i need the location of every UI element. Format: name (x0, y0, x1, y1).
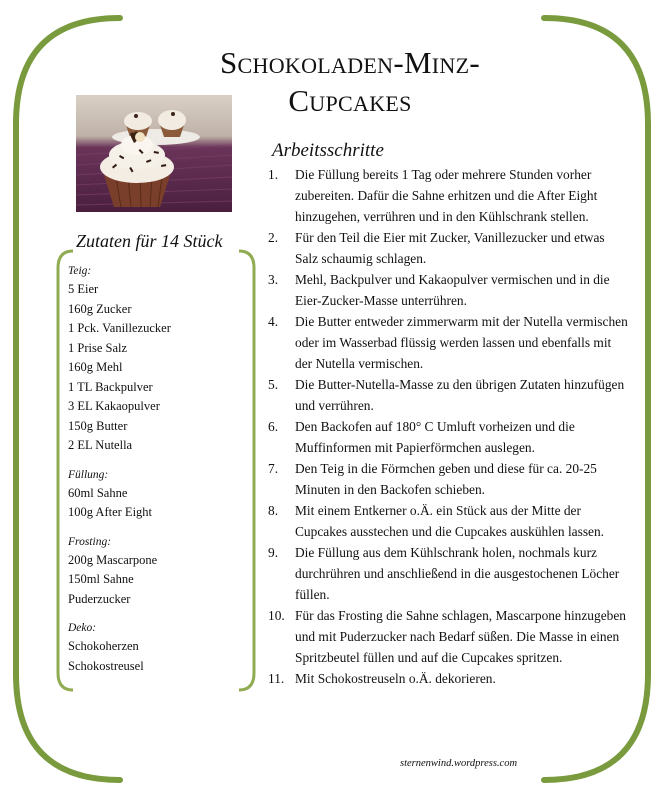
ingredient-group (68, 263, 233, 456)
ingredient-item: 160g Zucker (68, 301, 132, 316)
ingredient-item: 60ml Sahne (68, 485, 128, 500)
step-number: 5. (268, 377, 279, 392)
ingredient-group (68, 620, 233, 676)
step-number: 1. (268, 167, 279, 182)
step-text: Den Teig in die Förmchen geben und diese für ca. 20-25 Minuten in den Backofen schieben. (295, 461, 597, 497)
step-item (268, 416, 628, 458)
ingredient-item: 2 EL Nutella (68, 438, 133, 452)
step-text: Für das Frosting die Sahne schlagen, Mascarpone hinzugeben und mit Puderzucker nach Bedarf süßen. Die Masse in einen Spritzbeutel füllen und auf die Cupcakes spritzen. (295, 608, 626, 665)
ingredient-group-label: Teig: (68, 265, 92, 277)
ingredient-item: 1 Pck. Vanillezucker (68, 321, 171, 335)
step-item (268, 311, 628, 374)
step-text: Die Füllung aus dem Kühlschrank holen, nochmals kurz durchrühren und anschließend in die ausgestochenen Löcher füllen. (295, 545, 620, 602)
step-number: 6. (268, 419, 279, 434)
step-item (268, 164, 628, 227)
step-item (268, 500, 628, 542)
steps-list (268, 164, 628, 689)
step-text: Die Butter entweder zimmerwarm mit der Nutella vermischen oder im Wasserbad flüssig werden lassen und ebenfalls mit der Nutella vermischen. (295, 314, 628, 371)
ingredient-item: 3 EL Kakaopulver (68, 399, 160, 413)
ingredient-item: 100g After Eight (68, 505, 153, 519)
step-item (268, 668, 628, 689)
step-text: Den Backofen auf 180° C Umluft vorheizen und die Muffinformen mit Papierförmchen auslegen. (295, 419, 575, 455)
step-number: 3. (268, 272, 279, 287)
step-item (268, 542, 628, 605)
step-item (268, 227, 628, 269)
title-line-2: Cupcakes (288, 83, 412, 118)
step-number: 11. (268, 671, 285, 686)
step-text: Die Füllung bereits 1 Tag oder mehrere Stunden vorher zubereiten. Dafür die Sahne erhitzen und die After Eight hinzugehen, verrühren und in den Kühlschrank stellen. (295, 167, 598, 224)
ingredient-item: Schokostreusel (68, 658, 144, 673)
ingredient-group (68, 467, 233, 523)
ingredient-item: Puderzucker (68, 591, 131, 606)
step-item (268, 605, 628, 668)
step-number: 4. (268, 314, 279, 329)
ingredient-group (68, 534, 233, 610)
steps-title: Arbeitsschritte (272, 140, 384, 161)
step-number: 10. (268, 608, 285, 623)
cupcake-photo (76, 95, 232, 212)
ingredients-bracket-right (237, 248, 257, 693)
footer-site: sternenwind.wordpress.com (400, 758, 518, 769)
step-text: Mit Schokostreuseln o.Ä. dekorieren. (295, 671, 496, 686)
ingredient-item: 150ml Sahne (68, 572, 134, 586)
step-text: Die Butter-Nutella-Masse zu den übrigen Zutaten hinzufügen und verrühren. (295, 377, 625, 413)
step-number: 8. (268, 503, 279, 518)
ingredient-group-label: Füllung: (68, 468, 109, 481)
ingredient-item: 160g Mehl (68, 360, 123, 374)
ingredients-title: Zutaten für 14 Stück (76, 231, 223, 251)
step-text: Mit einem Entkerner o.Ä. ein Stück aus der Mitte der Cupcakes ausstechen und die Cupcakes auskühlen lassen. (295, 503, 605, 539)
step-number: 7. (268, 461, 279, 476)
ingredient-item: 1 Prise Salz (68, 340, 128, 355)
step-item (268, 269, 628, 311)
step-number: 2. (268, 230, 279, 245)
step-text: Für den Teil die Eier mit Zucker, Vanillezucker und etwas Salz schaumig schlagen. (295, 230, 605, 266)
step-text: Mehl, Backpulver und Kakaopulver vermischen und in die Eier-Zucker-Masse unterrühren. (295, 272, 610, 308)
ingredient-item: Schokoherzen (68, 639, 139, 653)
ingredient-group-label: Frosting: (68, 535, 112, 548)
step-item (268, 374, 628, 416)
step-number: 9. (268, 545, 279, 560)
ingredients-list (68, 263, 233, 687)
ingredient-item: 200g Mascarpone (68, 552, 158, 567)
ingredient-item: 5 Eier (68, 282, 99, 296)
ingredient-item: 150g Butter (68, 418, 128, 433)
step-item (268, 458, 628, 500)
ingredient-group-label: Deko: (68, 622, 97, 634)
title-line-1: Schokoladen-Minz- (220, 45, 480, 80)
ingredient-item: 1 TL Backpulver (68, 379, 153, 394)
